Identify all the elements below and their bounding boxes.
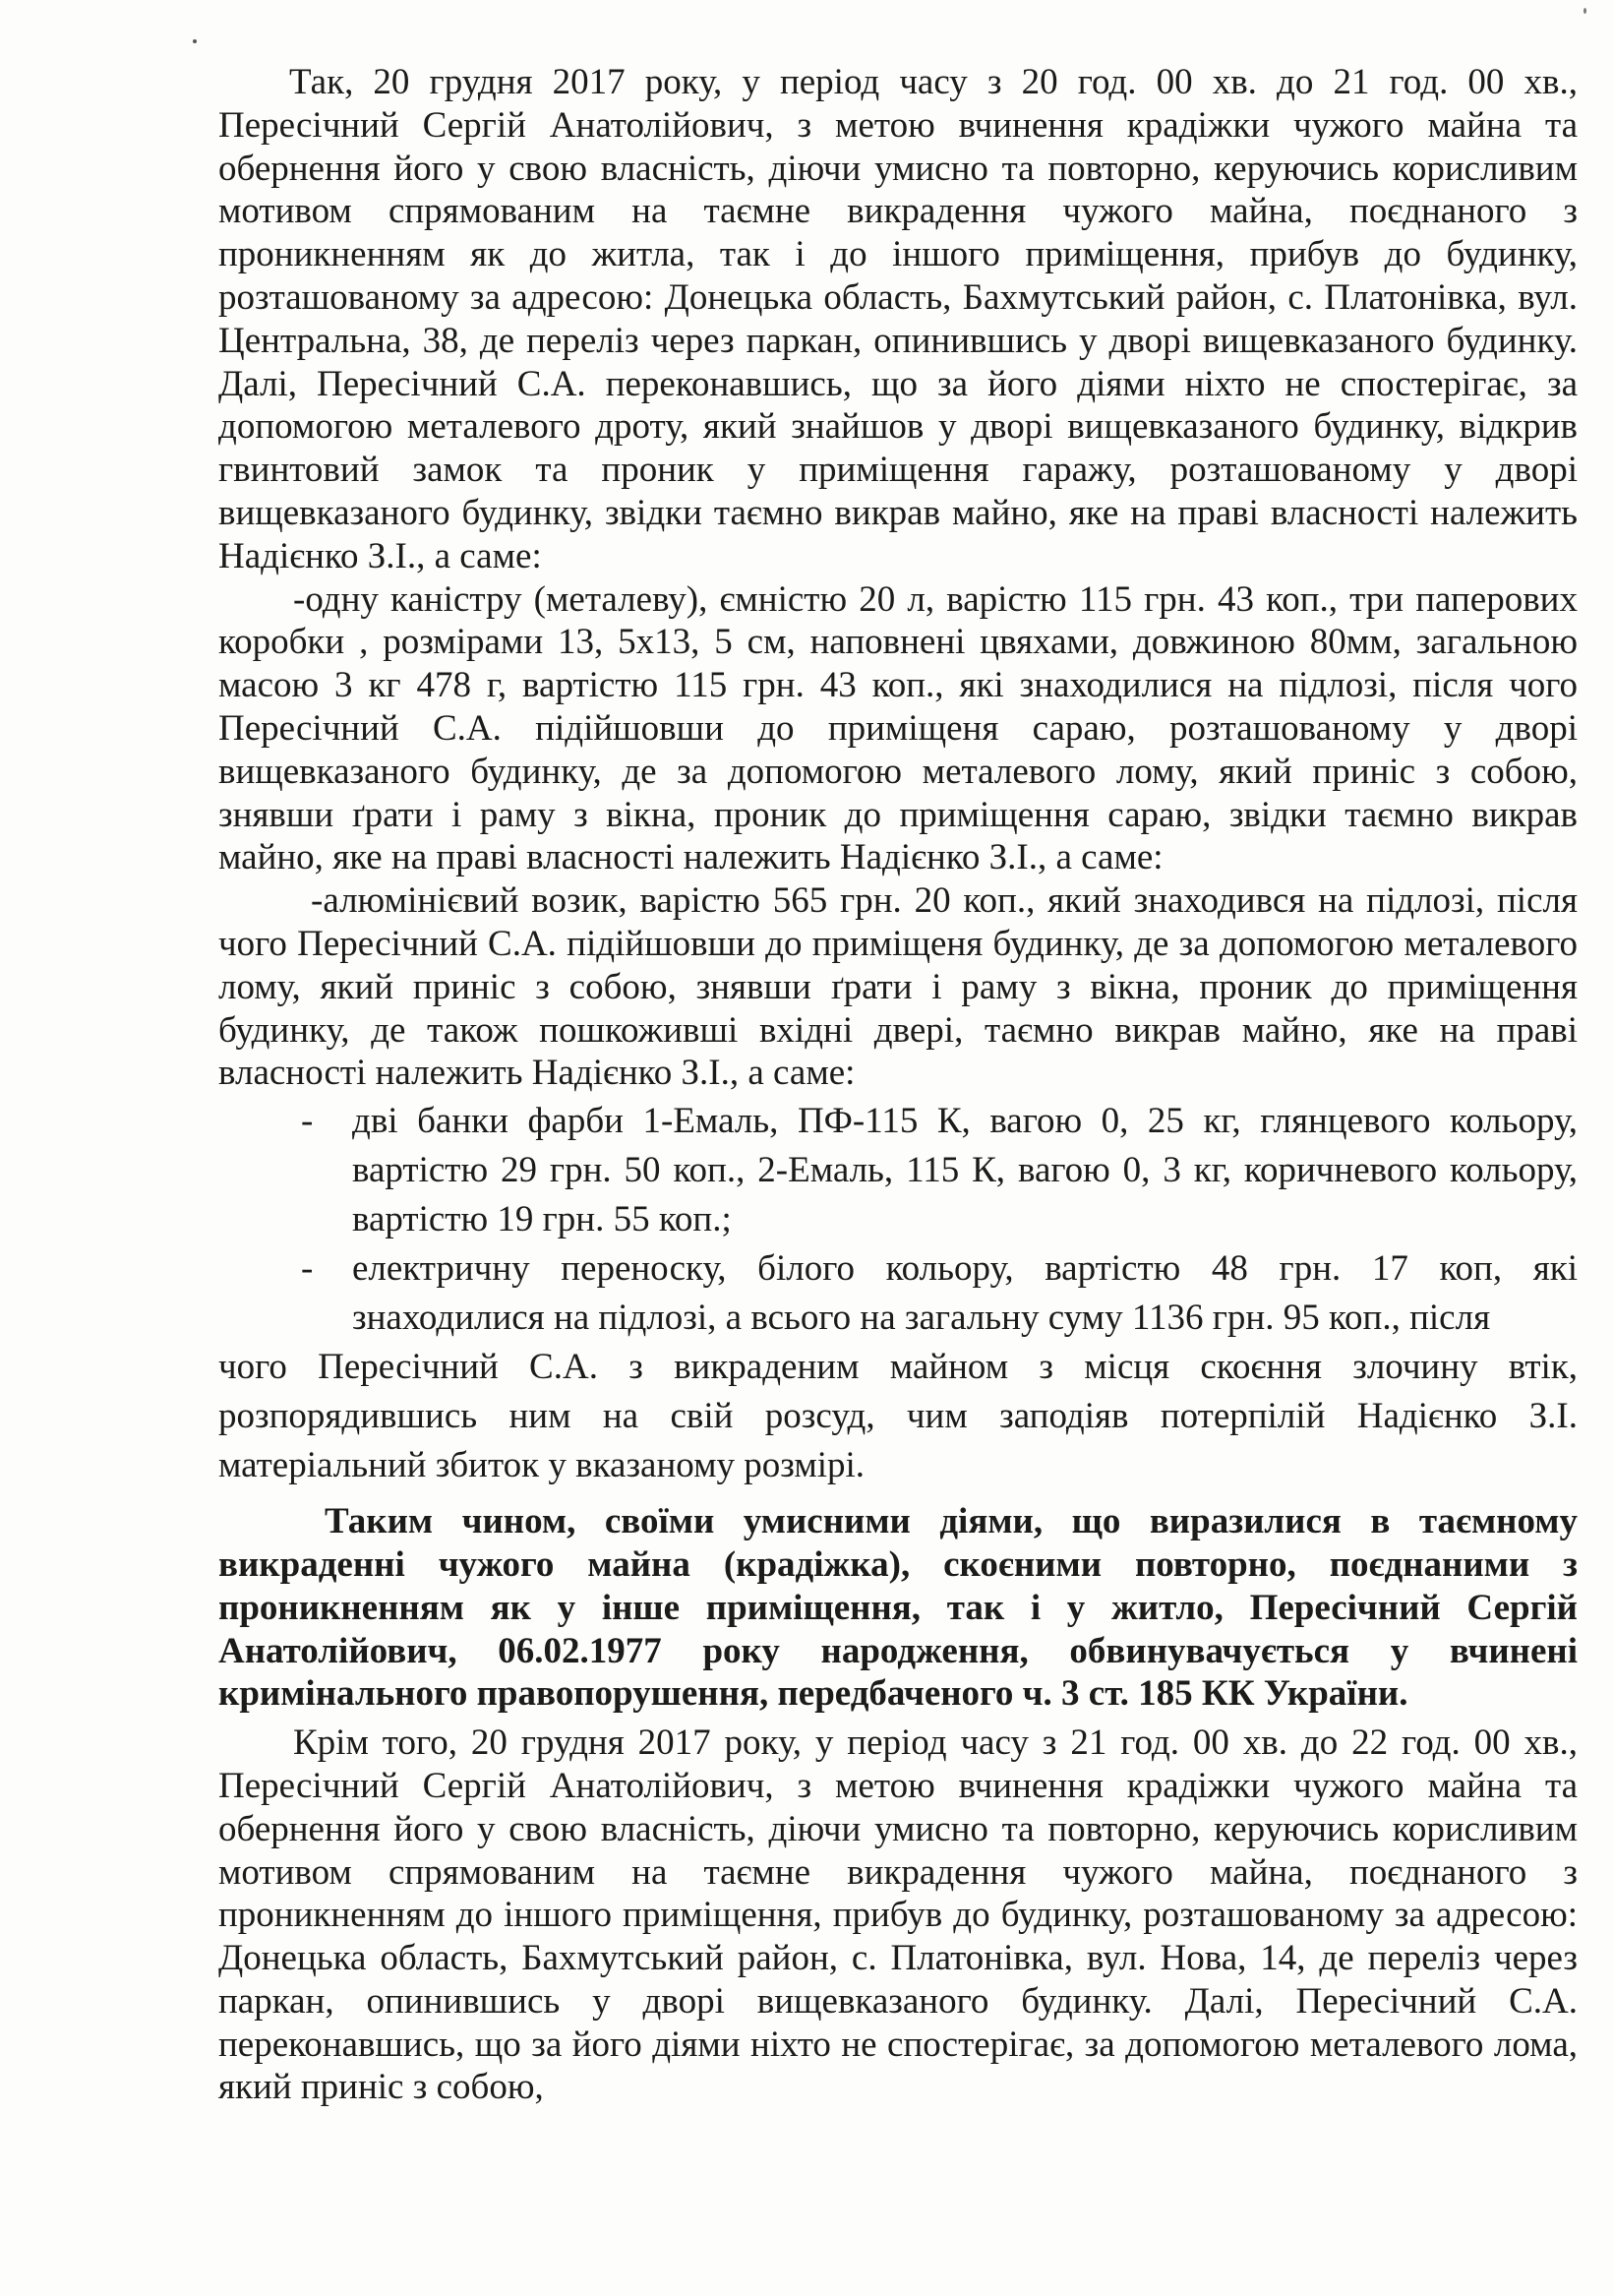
paragraph: чого Пересічний С.А. з викраденим майном з місця скоєння злочину втік, розпорядившись ним на свій розсуд, чим заподіяв потерпілій Надієнко З.І. матеріальний збиток у вказаному розмірі. <box>218 1347 1578 1486</box>
paragraph: -одну каністру (металеву), ємністю 20 л, варістю 115 грн. 43 коп., три паперових коробки , розмірами 13, 5х13, 5 см, наповнені цвяхами, довжиною 80мм, загальною масою 3 кг 478 г, вартістю 115 грн. 43 коп., які знаходилися на підлозі, після чого Пересічний С.А. підійшовши до приміщеня сараю, розташованому у дворі вищевказаного будинку, де за допомогою металевого лому, який приніс з собою, знявши ґрати і раму з вікна, проник до приміщення сараю, звідки таємно викрав майно, яке на праві власності належить Надієнко З.І., а саме: <box>218 578 1578 878</box>
list-marker: - <box>301 1248 314 1290</box>
list-item <box>218 1244 1578 1343</box>
list-marker: - <box>301 1101 314 1142</box>
bold-summary-paragraph: Таким чином, своїми умисними діями, що виразилися в таємному викраденні чужого майна (крадіжка), скоєними повторно, поєднаними з проникненням як у інше приміщення, так і у житло, Пересічний Сергій Анатолійович, 06.02.1977 року народження, обвинувачується у вчинені кримінального правопорушення, передбаченого ч. 3 ст. 185 КК України. <box>218 1501 1578 1715</box>
list-item-text: електричну переноску, білого кольору, вартістю 48 грн. 17 коп, які знаходилися на підлозі, а всього на загальну суму 1136 грн. 95 коп., після <box>352 1248 1578 1339</box>
paragraph: Так, 20 грудня 2017 року, у період часу з 20 год. 00 хв. до 21 год. 00 хв., Пересічний Сергій Анатолійович, з метою вчинення крадіжки чужого майна та обернення його у свою власність, діючи умисно та повторно, керуючись корисливим мотивом спрямованим на таємне викрадення чужого майна, поєднаного з проникненням як до житла, так і до іншого приміщення, прибув до будинку, розташованому за адресою: Донецька область, Бахмутський район, с. Платонівка, вул. Центральна, 38, де переліз через паркан, опинившись у дворі вищевказаного будинку. Далі, Пересічний С.А. переконавшись, що за його діями ніхто не спостерігає, за допомогою металевого дроту, який знайшов у дворі вищевказаного будинку, відкрив гвинтовий замок та проник у приміщення гаражу, розташованому у дворі вищевказаного будинку, звідки таємно викрав майно, яке на праві власності належить Надієнко З.І., а саме: <box>218 62 1578 576</box>
list-item-text: дві банки фарби 1-Емаль, ПФ-115 К, вагою 0, 25 кг, глянцевого кольору, вартістю 29 грн. 50 коп., 2-Емаль, 115 К, вагою 0, 3 кг, коричневого кольору, вартістю 19 грн. 55 коп.; <box>352 1101 1578 1240</box>
list-item <box>218 1097 1578 1244</box>
document-body <box>218 61 1578 2109</box>
paragraph: Крім того, 20 грудня 2017 року, у період часу з 21 год. 00 хв. до 22 год. 00 хв., Пересічний Сергій Анатолійович, з метою вчинення крадіжки чужого майна та обернення його у свою власність, діючи умисно та повторно, керуючись корисливим мотивом спрямованим на таємне викрадення чужого майна, поєднаного з проникненням до іншого приміщення, прибув до будинку, розташованому за адресою: Донецька область, Бахмутський район, с. Платонівка, вул. Нова, 14, де переліз через паркан, опинившись у дворі вищевказаного будинку. Далі, Пересічний С.А. переконавшись, що за його діями ніхто не спостерігає, за допомогою металевого лома, який приніс з собою, <box>218 1722 1578 2108</box>
paragraph: -алюмінієвий возик, варістю 565 грн. 20 коп., який знаходився на підлозі, після чого Пересічний С.А. підійшовши до приміщеня будинку, де за допомогою металевого лому, який приніс з собою, знявши ґрати і раму з вікна, проник до приміщення будинку, де також пошкоживші вхідні двері, таємно викрав майно, яке на праві власності належить Надієнко З.І., а саме: <box>218 880 1578 1094</box>
scan-speck <box>193 39 197 43</box>
scan-speck <box>1583 8 1586 14</box>
item-list <box>218 1097 1578 1343</box>
